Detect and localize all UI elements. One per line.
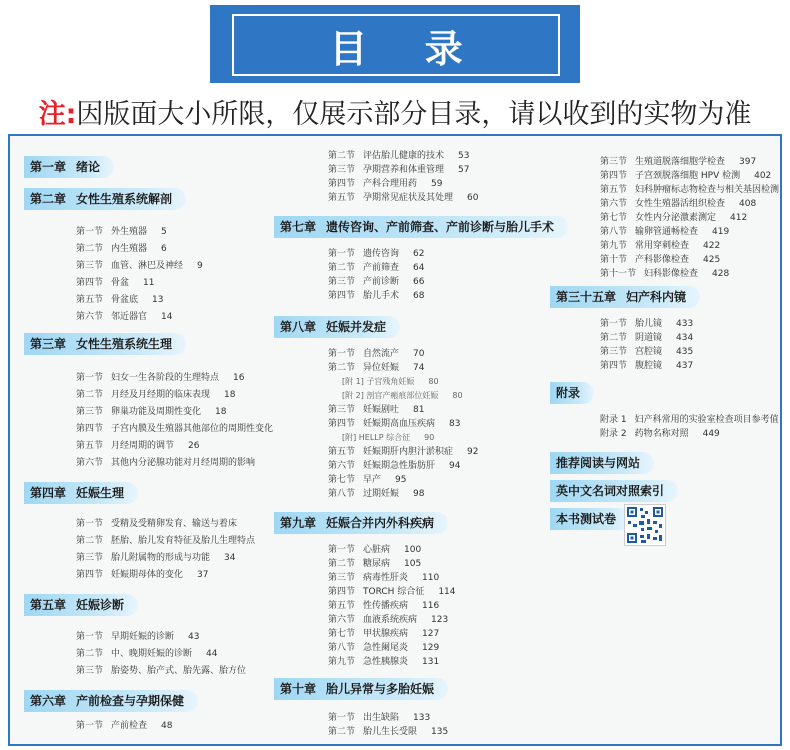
section-title: 卵巢功能及周期性变化 [111, 407, 202, 417]
page-number: 14 [161, 312, 173, 322]
toc-entry [328, 446, 478, 458]
section-number: 第二节 [76, 536, 104, 546]
toc-entry [76, 243, 167, 255]
section-title: 内生殖器 [111, 244, 148, 254]
section-title: 性传播疾病 [363, 601, 409, 611]
section-number: 第四节 [328, 291, 356, 301]
section-title: 女性生殖器活组织检查 [635, 199, 726, 209]
toc-entry [600, 156, 756, 168]
page-number: 57 [458, 165, 470, 175]
section-number: 第一节 [76, 519, 104, 529]
page-number: 83 [449, 419, 461, 429]
page-number: 92 [467, 447, 479, 457]
section-title: 子宫内膜及生殖器其他部位的周期性变化 [111, 424, 274, 434]
section-title: 异位妊娠 [363, 363, 400, 373]
toc-entry [76, 226, 167, 238]
page-number: 59 [431, 179, 443, 189]
toc-entry [600, 254, 720, 266]
toc-entry [76, 569, 208, 581]
chapter-heading: 第五章 妊娠诊断 [24, 594, 138, 616]
section-title: 阴道镜 [635, 333, 663, 343]
page-number: 428 [712, 269, 730, 279]
section-title: 生殖道脱落细胞学检查 [635, 157, 726, 167]
page-number: 9 [197, 261, 203, 271]
page-number: 64 [413, 263, 425, 273]
toc-entry [76, 720, 172, 732]
section-title: 妊娠期肝内胆汁淤积症 [363, 447, 454, 457]
page-number: 18 [215, 407, 227, 417]
page-number: 74 [413, 363, 425, 373]
section-title: 评估胎儿健康的技术 [363, 151, 445, 161]
section-title: 子宫颈脱落细胞 HPV 检测 [635, 171, 741, 181]
toc-entry [600, 184, 779, 196]
page-number: 98 [413, 489, 425, 499]
toc-entry [600, 212, 747, 224]
toc-entry [328, 712, 430, 724]
toc-entry [328, 262, 424, 274]
toc-entry [76, 665, 246, 677]
toc-entry [328, 628, 439, 640]
page-number: 435 [676, 347, 694, 357]
page-number: 402 [754, 171, 772, 181]
page-number: 11 [143, 278, 155, 288]
section-number: 第三节 [328, 573, 356, 583]
section-title: 骨盆底 [111, 295, 139, 305]
toc-entry [328, 418, 460, 430]
section-title: 过期妊娠 [363, 489, 400, 499]
toc-entry [328, 164, 469, 176]
section-title: [附 1] 子宫残角妊娠 [342, 377, 415, 386]
section-title: 骨盆 [111, 278, 130, 288]
page-number: 449 [702, 429, 720, 439]
toc-entry [328, 348, 424, 360]
toc-entry [328, 544, 421, 556]
toc-entry [328, 558, 421, 570]
section-title: 糖尿病 [363, 559, 391, 569]
page-number: 114 [438, 587, 456, 597]
page-number: 53 [458, 151, 470, 161]
section-number: 第十一节 [600, 269, 637, 279]
page-number: 66 [413, 277, 425, 287]
page-number: 127 [422, 629, 440, 639]
section-number: 第四节 [600, 361, 628, 371]
section-title: 妇科肿瘤标志物检查与相关基因检测 [635, 185, 780, 195]
section-title: 产科影像检查 [635, 255, 690, 265]
section-title: 甲状腺疾病 [363, 629, 409, 639]
section-number: 附录 2 [600, 429, 627, 439]
section-number: 第二节 [328, 263, 356, 273]
toc-entry [328, 290, 424, 302]
page-number: 100 [404, 545, 422, 555]
section-title: 急性胰腺炎 [363, 657, 409, 667]
section-title: 邻近器官 [111, 312, 148, 322]
page-number: 129 [422, 643, 440, 653]
toc-subentry [342, 376, 439, 388]
toc-panel [8, 134, 782, 746]
section-number: 第七节 [600, 213, 628, 223]
page-number: 433 [676, 319, 694, 329]
toc-entry [328, 460, 460, 472]
section-title: 月经周期的调节 [111, 441, 175, 451]
section-number: 第三节 [600, 157, 628, 167]
section-number: 第二节 [328, 559, 356, 569]
section-title: 胎儿镜 [635, 319, 663, 329]
section-title: 急性阑尾炎 [363, 643, 409, 653]
section-number: 第一节 [76, 227, 104, 237]
toc-entry [76, 389, 235, 401]
section-title: 妊娠期高血压疾病 [363, 419, 436, 429]
section-number: 第三节 [76, 553, 104, 563]
section-number: 第五节 [328, 193, 356, 203]
section-title: 妊娠期急性脂肪肝 [363, 461, 436, 471]
chapter-heading: 第九章 妊娠合并内外科疾病 [274, 512, 448, 534]
section-title: 产前检查 [111, 721, 148, 731]
section-title: 其他内分泌腺功能对月经周期的影响 [111, 458, 256, 468]
chapter-heading: 第一章 绪论 [24, 156, 114, 178]
section-title: 妇女一生各阶段的生理特点 [111, 373, 220, 383]
section-title: 产前诊断 [363, 277, 400, 287]
section-number: 第三节 [76, 666, 104, 676]
page-number: 80 [452, 391, 463, 400]
page-number: 5 [161, 227, 167, 237]
chapter-heading: 第三章 女性生殖系统生理 [24, 333, 186, 355]
page-number: 34 [224, 553, 236, 563]
toc-subentry [342, 432, 434, 444]
toc-entry [76, 311, 172, 323]
section-title: 宫腔镜 [635, 347, 663, 357]
chapter-heading: 第八章 妊娠并发症 [274, 316, 400, 338]
section-title: 女性内分泌激素测定 [635, 213, 717, 223]
section-number: 第三节 [328, 165, 356, 175]
section-number: 第二节 [76, 390, 104, 400]
section-title: 外生殖器 [111, 227, 148, 237]
section-number: 第七节 [328, 475, 356, 485]
toc-entry [328, 586, 456, 598]
section-title: [附 2] 剖宫产瘢痕部位妊娠 [342, 391, 439, 400]
toc-entry [76, 631, 199, 643]
page-number: 434 [676, 333, 694, 343]
section-number: 第九节 [328, 657, 356, 667]
page-number: 80 [428, 377, 439, 386]
section-number: 第六节 [600, 199, 628, 209]
section-title: 胎儿附属物的形成与功能 [111, 553, 211, 563]
section-title: 受精及受精卵发育、输送与着床 [111, 519, 238, 529]
page-number: 62 [413, 249, 425, 259]
toc-entry [328, 276, 424, 288]
chapter-heading: 第十章 胎儿异常与多胎妊娠 [274, 678, 448, 700]
reading-heading: 推荐阅读与网站 [550, 452, 654, 474]
section-number: 第四节 [76, 278, 104, 288]
page-title: 目 录 [329, 26, 485, 71]
toc-entry [600, 240, 720, 252]
page-number: 110 [422, 573, 440, 583]
toc-entry [76, 277, 154, 289]
section-number: 第一节 [76, 373, 104, 383]
section-title: [附] HELLP 综合征 [342, 433, 411, 442]
section-number: 第二节 [76, 244, 104, 254]
section-number: 附录 1 [600, 415, 627, 425]
toc-entry [76, 535, 255, 547]
toc-entry [76, 423, 273, 435]
section-number: 第二节 [328, 151, 356, 161]
toc-entry [600, 268, 729, 280]
section-number: 第一节 [76, 632, 104, 642]
section-number: 第二节 [328, 727, 356, 737]
section-number: 第三节 [76, 261, 104, 271]
notice-prefix: 注: [38, 99, 77, 130]
section-title: 孕期营养和体重管理 [363, 165, 445, 175]
section-title: 心脏病 [363, 545, 391, 555]
section-number: 第六节 [328, 615, 356, 625]
section-number: 第五节 [76, 441, 104, 451]
section-number: 第四节 [600, 171, 628, 181]
section-number: 第六节 [76, 312, 104, 322]
section-number: 第一节 [600, 319, 628, 329]
section-number: 第三节 [600, 347, 628, 357]
chapter-heading: 第四章 妊娠生理 [24, 482, 138, 504]
toc-entry [76, 260, 203, 272]
page-number: 116 [422, 601, 440, 611]
toc-entry [600, 414, 779, 426]
toc-entry [76, 406, 226, 418]
section-title: 胚胎、胎儿发育特征及胎儿生理特点 [111, 536, 256, 546]
toc-entry [328, 362, 424, 374]
section-title: 输卵管通畅检查 [635, 227, 699, 237]
toc-entry [328, 404, 424, 416]
section-title: TORCH 综合征 [363, 587, 425, 597]
page-number: 6 [161, 244, 167, 254]
quiz-heading: 本书测试卷 [550, 508, 630, 530]
section-number: 第三节 [328, 405, 356, 415]
page-number: 81 [413, 405, 425, 415]
title-banner-frame [232, 14, 560, 76]
section-title: 胎儿生长受限 [363, 727, 418, 737]
section-title: 月经及月经期的临床表现 [111, 390, 211, 400]
section-number: 第三节 [76, 407, 104, 417]
qr-code-icon[interactable] [624, 504, 666, 546]
page-number: 16 [233, 373, 245, 383]
toc-entry [76, 372, 244, 384]
page-number: 90 [424, 433, 435, 442]
toc-entry [600, 332, 693, 344]
section-title: 出生缺陷 [363, 713, 400, 723]
section-number: 第四节 [328, 179, 356, 189]
toc-entry [328, 488, 424, 500]
page-number: 26 [188, 441, 200, 451]
toc-entry [328, 726, 448, 738]
toc-entry [76, 552, 235, 564]
page-number: 133 [413, 713, 431, 723]
section-title: 胎姿势、胎产式、胎先露、胎方位 [111, 666, 247, 676]
section-title: 早期妊娠的诊断 [111, 632, 175, 642]
section-number: 第三节 [328, 277, 356, 287]
section-title: 药物名称对照 [634, 429, 689, 439]
toc-entry [76, 457, 255, 469]
section-number: 第四节 [328, 587, 356, 597]
page-number: 43 [188, 632, 200, 642]
page-number: 44 [206, 649, 218, 659]
toc-entry [328, 656, 439, 668]
section-number: 第五节 [600, 185, 628, 195]
page-number: 408 [739, 199, 757, 209]
page-number: 419 [712, 227, 730, 237]
toc-entry [76, 294, 163, 306]
page-number: 105 [404, 559, 422, 569]
page-number: 131 [422, 657, 440, 667]
section-number: 第一节 [328, 713, 356, 723]
toc-entry [600, 360, 693, 372]
toc-entry [328, 474, 406, 486]
toc-entry [328, 614, 448, 626]
section-number: 第五节 [328, 601, 356, 611]
page-number: 412 [730, 213, 748, 223]
section-number: 第五节 [76, 295, 104, 305]
section-number: 第八节 [600, 227, 628, 237]
section-number: 第二节 [328, 363, 356, 373]
section-title: 妇科影像检查 [644, 269, 699, 279]
section-title: 孕期常见症状及其处理 [363, 193, 454, 203]
page-number: 37 [197, 570, 209, 580]
page-number: 94 [449, 461, 461, 471]
toc-entry [76, 648, 217, 660]
page-number: 397 [739, 157, 757, 167]
page-number: 48 [161, 721, 173, 731]
section-number: 第七节 [328, 629, 356, 639]
section-title: 早产 [363, 475, 382, 485]
section-title: 自然流产 [363, 349, 400, 359]
toc-entry [600, 226, 729, 238]
section-number: 第四节 [76, 424, 104, 434]
chapter-heading: 第七章 遗传咨询、产前筛查、产前诊断与胎儿手术 [274, 216, 568, 238]
section-title: 胎儿手术 [363, 291, 400, 301]
section-title: 妊娠剧吐 [363, 405, 400, 415]
toc-entry [76, 518, 237, 530]
section-title: 中、晚期妊娠的诊断 [111, 649, 193, 659]
toc-entry [76, 440, 199, 452]
toc-entry [328, 600, 439, 612]
section-number: 第九节 [600, 241, 628, 251]
page-number: 422 [703, 241, 721, 251]
page-number: 437 [676, 361, 694, 371]
section-title: 血液系统疾病 [363, 615, 418, 625]
section-number: 第四节 [328, 419, 356, 429]
page-number: 135 [431, 727, 449, 737]
toc-entry [600, 170, 771, 182]
section-number: 第五节 [328, 447, 356, 457]
page-number: 123 [431, 615, 449, 625]
section-title: 妊娠期母体的变化 [111, 570, 184, 580]
page-number: 95 [395, 475, 407, 485]
section-title: 血管、淋巴及神经 [111, 261, 184, 271]
chapter-heading: 第六章 产前检查与孕期保健 [24, 690, 198, 712]
notice-text: 因版面大小所限，仅展示部分目录，请以收到的实物为准 [76, 99, 752, 130]
page-number: 425 [703, 255, 721, 265]
section-title: 常用穿刺检查 [635, 241, 690, 251]
section-number: 第八节 [328, 489, 356, 499]
toc-entry [600, 346, 693, 358]
section-title: 妇产科常用的实验室检查项目参考值 [634, 415, 779, 425]
toc-entry [328, 178, 442, 190]
toc-entry [600, 198, 756, 210]
section-number: 第六节 [76, 458, 104, 468]
section-title: 腹腔镜 [635, 361, 663, 371]
section-title: 遗传咨询 [363, 249, 400, 259]
toc-entry [328, 572, 439, 584]
chapter-heading: 第三十五章 妇产科内镜 [550, 286, 700, 308]
section-title: 产科合理用药 [363, 179, 418, 189]
toc-entry [328, 150, 469, 162]
section-number: 第一节 [328, 545, 356, 555]
toc-entry [600, 428, 720, 440]
section-number: 第一节 [76, 721, 104, 731]
toc-entry [600, 318, 693, 330]
page-number: 18 [224, 390, 236, 400]
appendix-heading: 附录 [550, 382, 594, 404]
section-number: 第六节 [328, 461, 356, 471]
chapter-heading: 第二章 女性生殖系统解剖 [24, 188, 186, 210]
toc-entry [328, 642, 439, 654]
section-number: 第四节 [76, 570, 104, 580]
title-banner [210, 5, 580, 83]
glossary-heading: 英中文名词对照索引 [550, 480, 678, 502]
page-number: 60 [467, 193, 479, 203]
notice-line [0, 92, 790, 131]
section-title: 病毒性肝炎 [363, 573, 409, 583]
section-number: 第二节 [600, 333, 628, 343]
page-number: 70 [413, 349, 425, 359]
toc-entry [328, 192, 478, 204]
section-number: 第十节 [600, 255, 628, 265]
toc-subentry [342, 390, 463, 402]
toc-entry [328, 248, 424, 260]
page-number: 68 [413, 291, 425, 301]
section-number: 第二节 [76, 649, 104, 659]
section-number: 第八节 [328, 643, 356, 653]
section-number: 第一节 [328, 249, 356, 259]
section-title: 产前筛查 [363, 263, 400, 273]
page-number: 13 [152, 295, 164, 305]
section-number: 第一节 [328, 349, 356, 359]
